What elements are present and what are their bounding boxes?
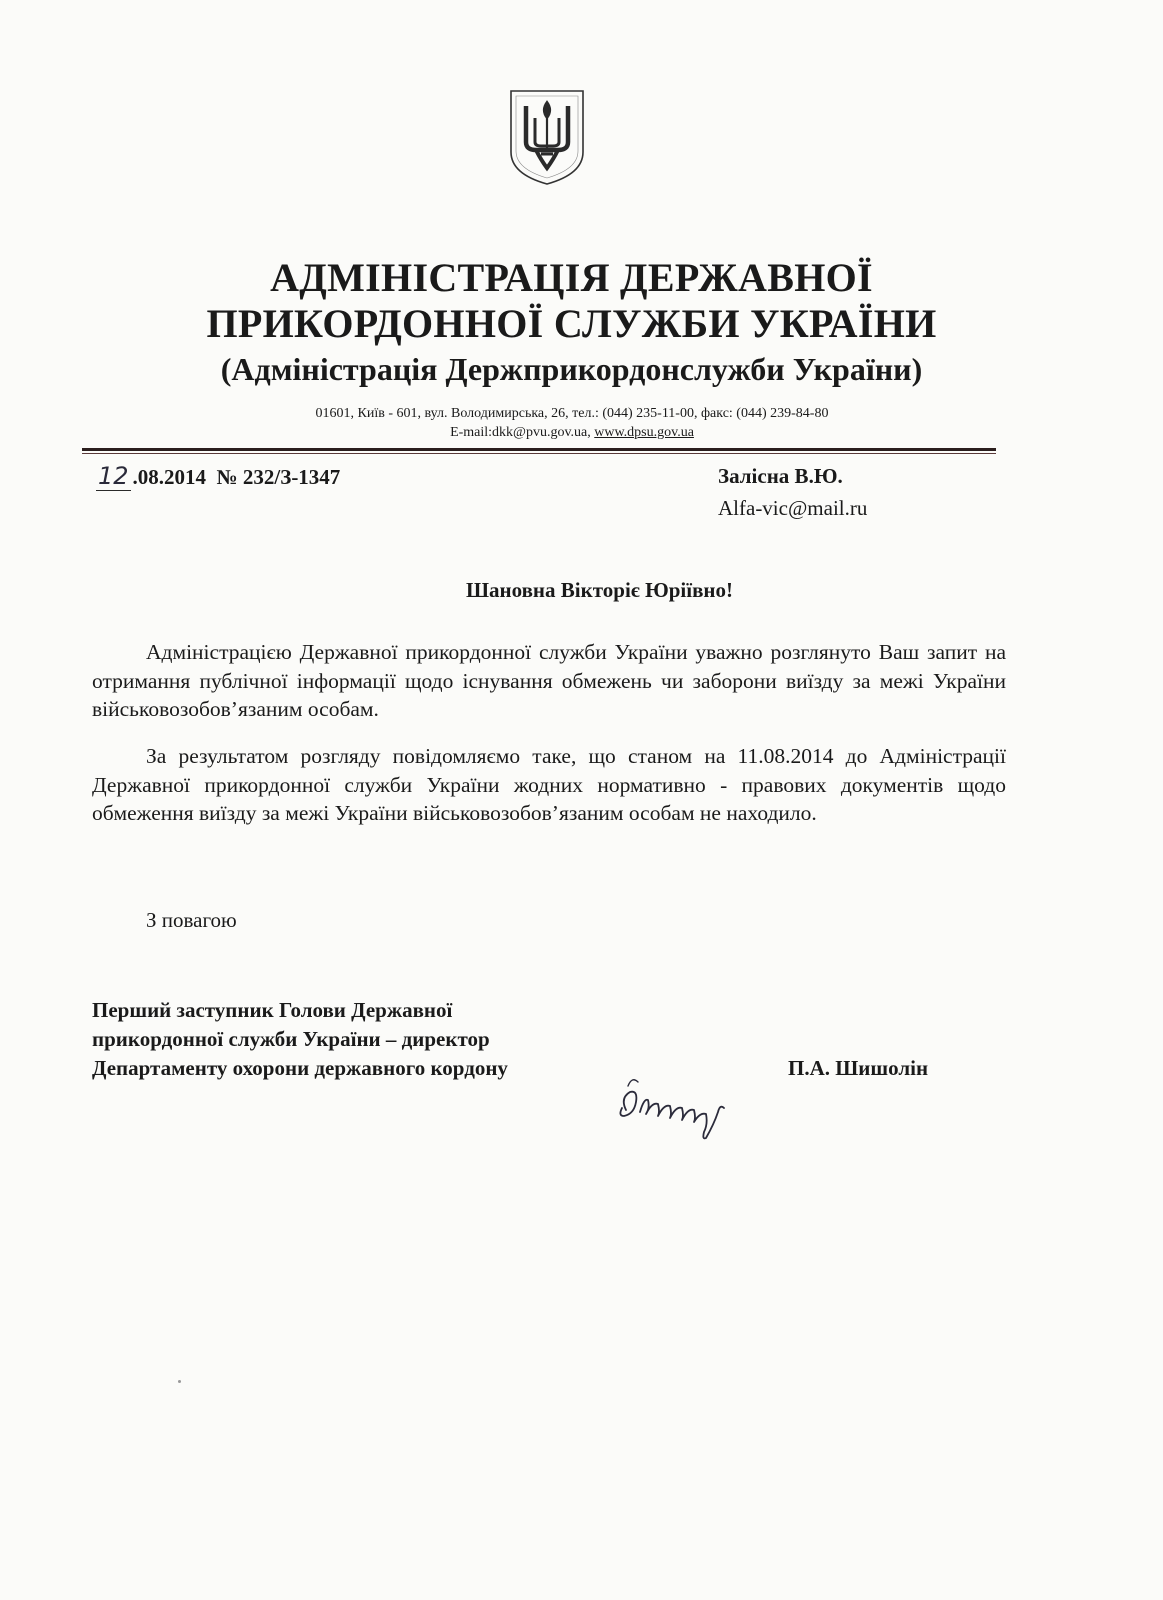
postal-address: 01601, Київ - 601, вул. Володимирська, 26, тел.: (044) 235-11-00, факс: (044) 239-84-80 [315, 406, 829, 421]
organization-name-line1: АДМІНІСТРАЦІЯ ДЕРЖАВНОЇ [270, 255, 873, 300]
paper-speck [178, 1380, 181, 1383]
header-divider-thin [82, 453, 996, 454]
trident-coat-of-arms-icon [508, 88, 586, 186]
closing-phrase: З повагою [146, 908, 237, 932]
signatory-title-line2: прикордонної служби України – директор [92, 1027, 490, 1051]
reference-date: .08.2014 [132, 465, 207, 489]
website-link[interactable]: www.dpsu.gov.ua [594, 425, 694, 440]
body-paragraph-2: За результатом розгляду повідомляємо таке, що станом на 11.08.2014 до Адміністрації Державної прикордонної служби України жодних нормативно - правових документів щодо обмеження виїзду за межі України військовозобов’язаним особам не находило. [92, 744, 1006, 825]
organization-short-name: (Адміністрація Держприкордонслужби України) [220, 351, 923, 387]
handwritten-day: 12 [98, 462, 129, 490]
addressee-email: Alfa-vic@mail.ru [718, 496, 868, 520]
signatory-title [92, 996, 508, 1083]
signatory-title-line1: Перший заступник Голови Державної [92, 998, 453, 1022]
email-and-website [252, 423, 892, 442]
signatory-title-line3: Департаменту охорони державного кордону [92, 1056, 508, 1080]
email-text: E-mail:dkk@pvu.gov.ua, [450, 425, 595, 440]
organization-name-line2: ПРИКОРДОННОЇ СЛУЖБИ УКРАЇНИ [206, 301, 937, 346]
contact-details [252, 404, 892, 442]
reference-number: № 232/З-1347 [216, 465, 341, 489]
addressee-block [718, 462, 867, 522]
header-divider-thick [82, 448, 996, 451]
body-paragraph-1: Адміністрацією Державної прикордонної служби України уважно розглянуто Ваш запит на отримання публічної інформації щодо існування обмежень чи заборони виїзду за межі України військовозобов’язаним особам. [92, 640, 1006, 721]
handwritten-signature [614, 1068, 774, 1148]
signatory-name: П.А. Шишолін [788, 1056, 929, 1080]
addressee-name: Залісна В.Ю. [718, 464, 843, 488]
salutation: Шановна Вікторіє Юріївно! [465, 578, 734, 602]
outgoing-reference [96, 462, 340, 491]
